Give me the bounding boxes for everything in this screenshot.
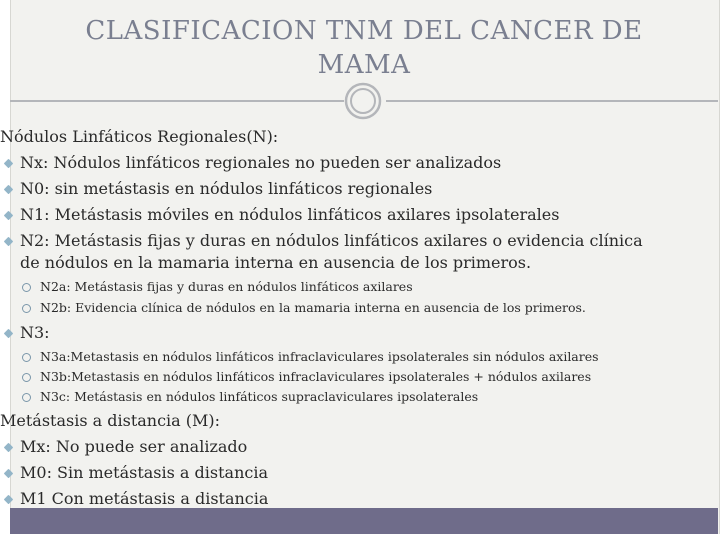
title-divider-right [386, 100, 718, 102]
title-line-2: MAMA [317, 50, 411, 80]
sub-list-item-text: N3b:Metastasis en nódulos linfáticos infraclaviculares ipsolaterales + nódulos axilares [40, 369, 592, 384]
list-item-text: N3: [20, 323, 50, 342]
list-item-text: Nx: Nódulos linfáticos regionales no pueden ser analizados [20, 153, 502, 172]
circle-bullet-icon [22, 353, 31, 362]
circle-bullet-icon [22, 393, 31, 402]
sub-list-item-text: N3a:Metastasis en nódulos linfáticos infraclaviculares ipsolaterales sin nódulos axilares [40, 349, 599, 364]
title-line-1: CLASIFICACION TNM DEL CANCER DE [85, 16, 643, 46]
list-item-text: M0: Sin metástasis a distancia [20, 463, 269, 482]
circle-bullet-icon [22, 373, 31, 382]
sub-list-item-text: N2b: Evidencia clínica de nódulos en la mamaria interna en ausencia de los primeros. [40, 300, 586, 315]
list-item-text: N1: Metástasis móviles en nódulos linfáticos axilares ipsolaterales [20, 205, 560, 224]
list-item-text: de nódulos en la mamaria interna en ausencia de los primeros. [20, 253, 532, 272]
list-item-text: M1 Con metástasis a distancia [20, 489, 269, 508]
list-item-text: N0: sin metástasis en nódulos linfáticos regionales [20, 179, 433, 198]
title-divider-left [10, 100, 344, 102]
section-n-heading: Nódulos Linfáticos Regionales(N): [0, 127, 279, 146]
circle-bullet-icon [22, 283, 31, 292]
section-m-heading: Metástasis a distancia (M): [0, 411, 221, 430]
slide-title [10, 14, 718, 82]
footer-bar [10, 508, 718, 534]
circle-ornament-icon [344, 82, 382, 120]
sub-list-item-text: N3c: Metástasis en nódulos linfáticos supraclaviculares ipsolaterales [40, 389, 479, 404]
list-item-text: N2: Metástasis fijas y duras en nódulos linfáticos axilares o evidencia clínica [20, 231, 643, 250]
sub-list-item-text: N2a: Metástasis fijas y duras en nódulos linfáticos axilares [40, 279, 413, 294]
list-item-text: Mx: No puede ser analizado [20, 437, 248, 456]
circle-bullet-icon [22, 304, 31, 313]
